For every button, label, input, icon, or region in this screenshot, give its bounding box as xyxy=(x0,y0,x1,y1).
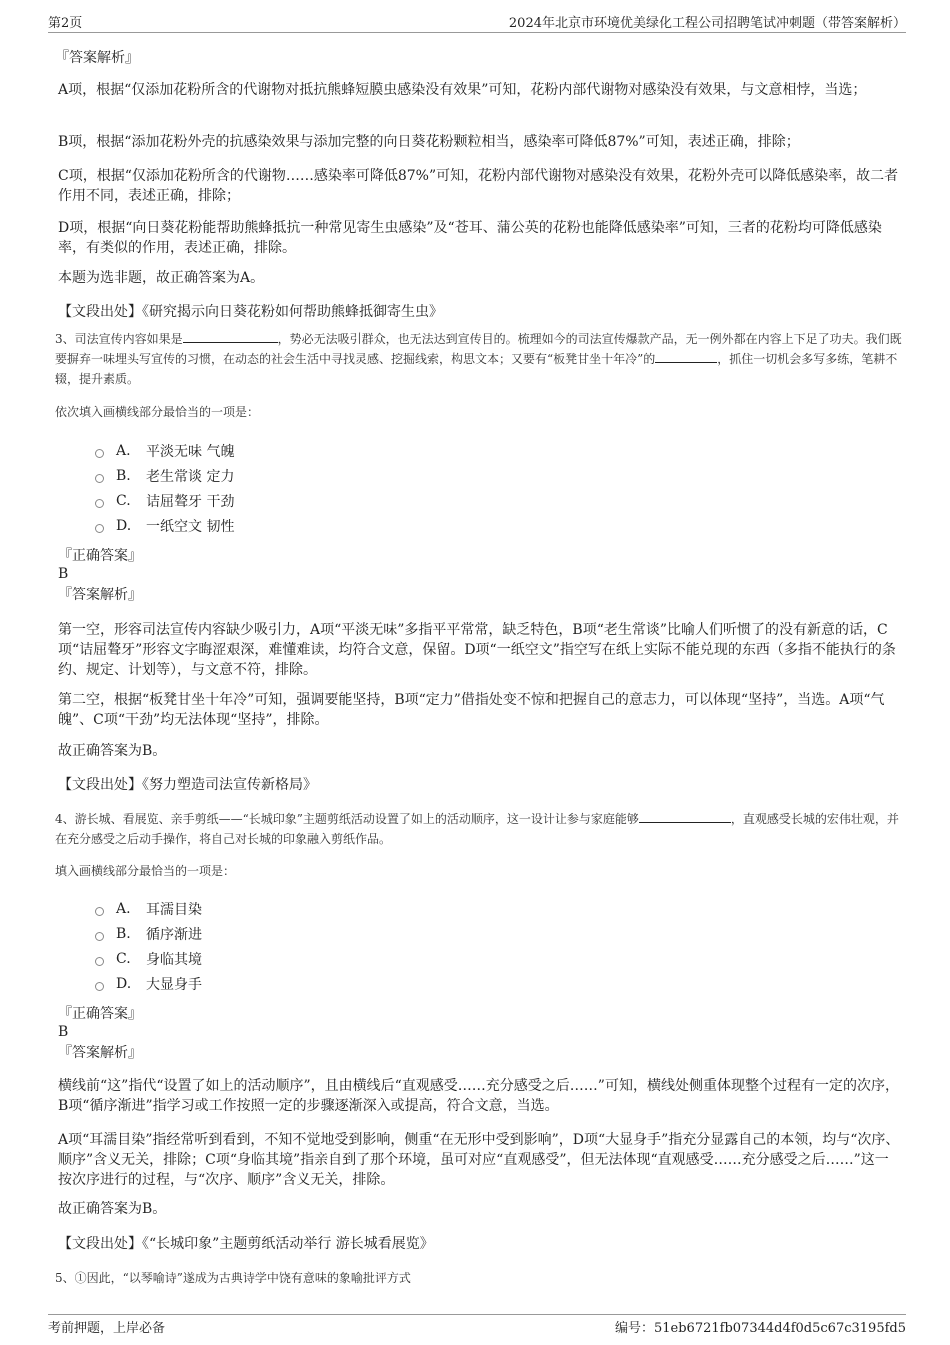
page-header xyxy=(48,12,906,33)
radio-icon[interactable] xyxy=(95,499,104,508)
option-text: 平淡无味 气魄 xyxy=(146,443,235,460)
q2-conclusion: 本题为选非题，故正确答案为A。 xyxy=(58,270,265,286)
q3-blank-1 xyxy=(183,330,278,343)
q3-stem-part3: ，抓住一切机会多写多练，笔耕不辍，提升素质。 xyxy=(55,352,898,386)
radio-icon[interactable] xyxy=(95,524,104,533)
q4-source: 【文段出处】《“长城印象”主题剪纸活动举行 游长城看展览》 xyxy=(58,1236,434,1252)
radio-icon[interactable] xyxy=(95,907,104,916)
option-text: 身临其境 xyxy=(146,951,202,968)
option-text: 老生常谈 定力 xyxy=(146,468,235,485)
q4-blank xyxy=(639,810,731,823)
q4-answer-label: 『正确答案』 xyxy=(58,1006,142,1022)
option-text: 大显身手 xyxy=(146,976,202,993)
q3-analysis-2: 第二空，根据“板凳甘坐十年冷”可知，强调要能坚持，B项“定力”借指处变不惊和把握自己的意志力，可以体现“坚持”，当选。A项“气魄”、C项“干劲”均无法体现“坚持”，排除。 xyxy=(58,692,885,728)
radio-icon[interactable] xyxy=(95,957,104,966)
option-key: B. xyxy=(116,467,131,484)
q4-analysis-2: A项“耳濡目染”指经常听到看到，不知不觉地受到影响，侧重“在无形中受到影响”，D项“大显身手”指充分显露自己的本领，均与“次序、顺序”含义无关，排除；C项“身临其境”指亲自到了那个环境，虽可对应“直观感受”，但无法体现“直观感受……充分感受之后……”这一按次序进行的过程，与“次序、顺序”含义无关，排除。 xyxy=(58,1132,900,1188)
q2-source: 【文段出处】《研究揭示向日葵花粉如何帮助熊蜂抵御寄生虫》 xyxy=(58,304,443,320)
q4-instruction: 填入画横线部分最恰当的一项是： xyxy=(55,864,236,878)
q3-option-d[interactable] xyxy=(55,513,455,538)
option-key: C. xyxy=(116,950,131,967)
q4-option-c[interactable] xyxy=(55,946,455,971)
q4-analysis-1: 横线前“这”指代“设置了如上的活动顺序”，且由横线后“直观感受……充分感受之后……”可知，横线处侧重体现整个过程有一定的次序，B项“循序渐进”指学习或工作按照一定的步骤逐渐深入或提高，符合文意，当选。 xyxy=(58,1078,899,1114)
q2-analysis-b: B项，根据“添加花粉外壳的抗感染效果与添加完整的向日葵花粉颗粒相当，感染率可降低87%”可知，表述正确，排除； xyxy=(58,134,800,150)
q3-options xyxy=(55,438,455,538)
option-text: 耳濡目染 xyxy=(146,901,202,918)
option-key: D. xyxy=(116,517,132,534)
q4-analysis-label: 『答案解析』 xyxy=(58,1045,142,1061)
q3-conclusion: 故正确答案为B。 xyxy=(58,743,167,759)
page-number: 第2页 xyxy=(48,16,83,31)
radio-icon[interactable] xyxy=(95,449,104,458)
option-text: 循序渐进 xyxy=(146,926,202,943)
q2-analysis-c: C项，根据“仅添加花粉所含的代谢物……感染率可降低87%”可知，花粉内部代谢物对感染没有效果，花粉外壳可以降低感染率，故二者作用不同，表述正确，排除； xyxy=(58,168,899,204)
q3-option-c[interactable] xyxy=(55,488,455,513)
q2-analysis-label: 『答案解析』 xyxy=(55,50,139,66)
q3-option-b[interactable] xyxy=(55,463,455,488)
q3-answer-label: 『正确答案』 xyxy=(58,548,142,564)
option-key: B. xyxy=(116,925,131,942)
q4-stem xyxy=(55,809,902,849)
q2-analysis-d: D项，根据“向日葵花粉能帮助熊蜂抵抗一种常见寄生虫感染”及“苍耳、蒲公英的花粉也能降低感染率”可知，三者的花粉均可降低感染率，有类似的作用，表述正确，排除。 xyxy=(58,220,882,256)
q3-blank-2 xyxy=(655,350,717,363)
q4-option-d[interactable] xyxy=(55,971,455,996)
option-key: A. xyxy=(116,900,131,917)
q3-source: 【文段出处】《努力塑造司法宣传新格局》 xyxy=(58,777,317,793)
q3-stem xyxy=(55,329,902,389)
document-title: 2024年北京市环境优美绿化工程公司招聘笔试冲刺题（带答案解析） xyxy=(508,16,906,31)
q3-analysis-label: 『答案解析』 xyxy=(58,587,142,603)
q4-option-b[interactable] xyxy=(55,921,455,946)
q3-instruction: 依次填入画横线部分最恰当的一项是： xyxy=(55,405,260,419)
q4-answer: B xyxy=(58,1024,69,1040)
q3-stem-part1: 3、司法宣传内容如果是 xyxy=(55,332,183,346)
option-text: 诘屈聱牙 干劲 xyxy=(146,493,235,510)
q3-option-a[interactable] xyxy=(55,438,455,463)
radio-icon[interactable] xyxy=(95,932,104,941)
page-footer xyxy=(48,1314,906,1336)
option-key: C. xyxy=(116,492,131,509)
q2-analysis-a: A项，根据“仅添加花粉所含的代谢物对抵抗熊蜂短膜虫感染没有效果”可知，花粉内部代谢物对感染没有效果，与文意相悖，当选； xyxy=(58,82,867,98)
q4-conclusion: 故正确答案为B。 xyxy=(58,1201,167,1217)
option-key: D. xyxy=(116,975,132,992)
footer-serial: 编号：51eb6721fb07344d4f0d5c67c3195fd5 xyxy=(615,1321,906,1336)
q3-analysis-1: 第一空，形容司法宣传内容缺少吸引力，A项“平淡无味”多指平平常常，缺乏特色，B项“老生常谈”比喻人们听惯了的没有新意的话，C项“诘屈聱牙”形容文字晦涩艰深，难懂难读，均符合文意，保留。D项“一纸空文”指空写在纸上实际不能兑现的东西（多指不能执行的条约、规定、计划等），与文意不符，排除。 xyxy=(58,622,896,678)
radio-icon[interactable] xyxy=(95,982,104,991)
q4-stem-part1: 4、游长城、看展览、亲手剪纸——“长城印象”主题剪纸活动设置了如上的活动顺序，这一设计让参与家庭能够 xyxy=(55,812,639,826)
q3-stem-part2: ，势必无法吸引群众，也无法达到宣传目的。梳理如今的司法宣传爆款产品，无一例外都在内容上下足了功夫。我们既要摒弃一味埋头写宣传的习惯，在动态的社会生活中寻找灵感、挖掘线索，构思文本；又要有“板凳甘坐十年冷”的 xyxy=(55,332,902,366)
q3-answer: B xyxy=(58,566,69,582)
option-key: A. xyxy=(116,442,131,459)
footer-slogan: 考前押题，上岸必备 xyxy=(48,1321,166,1336)
q4-options xyxy=(55,896,455,996)
q4-option-a[interactable] xyxy=(55,896,455,921)
radio-icon[interactable] xyxy=(95,474,104,483)
q4-stem-part2: ，直观感受长城的宏伟壮观，并在充分感受之后动手操作，将自己对长城的印象融入剪纸作品。 xyxy=(55,812,899,846)
q5-stem: 5、①因此，“以琴喻诗”遂成为古典诗学中饶有意味的象喻批评方式 xyxy=(55,1271,411,1285)
option-text: 一纸空文 韧性 xyxy=(146,518,235,535)
